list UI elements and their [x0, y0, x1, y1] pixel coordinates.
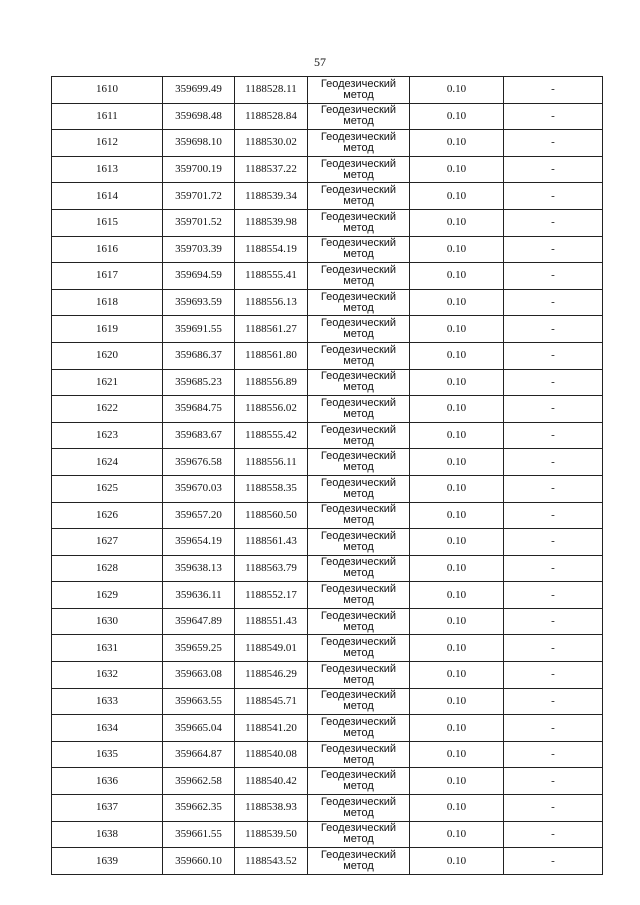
- table-row: [52, 768, 603, 795]
- x-coordinate-cell: 359686.37: [163, 342, 235, 369]
- y-coordinate-cell: 1188561.80: [235, 342, 308, 369]
- note-cell: -: [504, 77, 603, 104]
- method-line-1: Геодезический: [320, 742, 397, 755]
- table-row: [52, 715, 603, 742]
- table-row: [52, 608, 603, 635]
- x-coordinate-cell: 359660.10: [163, 848, 235, 875]
- point-number-cell: 1618: [52, 289, 163, 316]
- y-coordinate-cell: 1188556.02: [235, 396, 308, 423]
- table-row: [52, 342, 603, 369]
- method-line-1: Геодезический: [320, 184, 397, 197]
- table-row: [52, 662, 603, 689]
- point-number-cell: 1637: [52, 795, 163, 822]
- method-cell: [308, 635, 410, 662]
- point-number-cell: 1632: [52, 662, 163, 689]
- method-line-2: метод: [343, 594, 374, 607]
- y-coordinate-cell: 1188528.11: [235, 77, 308, 104]
- accuracy-cell: 0.10: [410, 396, 504, 423]
- point-number-cell: 1639: [52, 848, 163, 875]
- note-cell: -: [504, 396, 603, 423]
- y-coordinate-cell: 1188545.71: [235, 688, 308, 715]
- y-coordinate-cell: 1188541.20: [235, 715, 308, 742]
- accuracy-cell: 0.10: [410, 183, 504, 210]
- x-coordinate-cell: 359683.67: [163, 422, 235, 449]
- point-number-cell: 1631: [52, 635, 163, 662]
- table-row: [52, 236, 603, 263]
- method-cell: [308, 289, 410, 316]
- page-number: 57: [314, 55, 326, 69]
- x-coordinate-cell: 359698.10: [163, 130, 235, 157]
- method-cell: [308, 795, 410, 822]
- note-cell: -: [504, 449, 603, 476]
- table-row: [52, 795, 603, 822]
- method-cell: [308, 715, 410, 742]
- point-number-cell: 1638: [52, 821, 163, 848]
- method-line-1: Геодезический: [320, 689, 397, 702]
- table-row: [52, 130, 603, 157]
- y-coordinate-cell: 1188539.50: [235, 821, 308, 848]
- method-line-1: Геодезический: [320, 795, 397, 808]
- method-line-2: метод: [343, 434, 374, 447]
- point-number-cell: 1628: [52, 555, 163, 582]
- table-row: [52, 183, 603, 210]
- method-line-2: метод: [343, 673, 374, 686]
- table-row: [52, 396, 603, 423]
- accuracy-cell: 0.10: [410, 662, 504, 689]
- accuracy-cell: 0.10: [410, 529, 504, 556]
- method-line-1: Геодезический: [320, 529, 397, 542]
- method-line-1: Геодезический: [320, 370, 397, 383]
- x-coordinate-cell: 359664.87: [163, 741, 235, 768]
- y-coordinate-cell: 1188555.41: [235, 263, 308, 290]
- method-cell: [308, 688, 410, 715]
- note-cell: -: [504, 369, 603, 396]
- method-cell: [308, 156, 410, 183]
- accuracy-cell: 0.10: [410, 555, 504, 582]
- point-number-cell: 1613: [52, 156, 163, 183]
- point-number-cell: 1614: [52, 183, 163, 210]
- note-cell: -: [504, 848, 603, 875]
- y-coordinate-cell: 1188551.43: [235, 608, 308, 635]
- method-line-1: Геодезический: [320, 662, 397, 675]
- method-line-2: метод: [343, 328, 374, 341]
- method-line-2: метод: [343, 753, 374, 766]
- table-row: [52, 316, 603, 343]
- method-line-1: Геодезический: [320, 583, 397, 596]
- note-cell: -: [504, 821, 603, 848]
- x-coordinate-cell: 359701.72: [163, 183, 235, 210]
- method-cell: [308, 741, 410, 768]
- point-number-cell: 1612: [52, 130, 163, 157]
- accuracy-cell: 0.10: [410, 741, 504, 768]
- method-line-2: метод: [343, 647, 374, 660]
- accuracy-cell: 0.10: [410, 263, 504, 290]
- y-coordinate-cell: 1188556.13: [235, 289, 308, 316]
- x-coordinate-cell: 359662.35: [163, 795, 235, 822]
- point-number-cell: 1619: [52, 316, 163, 343]
- point-number-cell: 1623: [52, 422, 163, 449]
- method-cell: [308, 422, 410, 449]
- table-row: [52, 555, 603, 582]
- y-coordinate-cell: 1188563.79: [235, 555, 308, 582]
- method-line-1: Геодезический: [320, 503, 397, 516]
- y-coordinate-cell: 1188537.22: [235, 156, 308, 183]
- method-line-2: метод: [343, 860, 374, 873]
- method-line-1: Геодезический: [320, 636, 397, 649]
- note-cell: -: [504, 342, 603, 369]
- method-line-2: метод: [343, 727, 374, 740]
- note-cell: -: [504, 183, 603, 210]
- note-cell: -: [504, 422, 603, 449]
- accuracy-cell: 0.10: [410, 688, 504, 715]
- note-cell: -: [504, 103, 603, 130]
- method-line-1: Геодезический: [320, 317, 397, 330]
- accuracy-cell: 0.10: [410, 795, 504, 822]
- method-line-2: метод: [343, 780, 374, 793]
- accuracy-cell: 0.10: [410, 156, 504, 183]
- method-line-1: Геодезический: [320, 849, 397, 862]
- accuracy-cell: 0.10: [410, 582, 504, 609]
- y-coordinate-cell: 1188552.17: [235, 582, 308, 609]
- y-coordinate-cell: 1188539.34: [235, 183, 308, 210]
- note-cell: -: [504, 741, 603, 768]
- method-line-1: Геодезический: [320, 396, 397, 409]
- x-coordinate-cell: 359693.59: [163, 289, 235, 316]
- table-row: [52, 635, 603, 662]
- point-number-cell: 1617: [52, 263, 163, 290]
- point-number-cell: 1635: [52, 741, 163, 768]
- point-number-cell: 1622: [52, 396, 163, 423]
- x-coordinate-cell: 359701.52: [163, 209, 235, 236]
- accuracy-cell: 0.10: [410, 635, 504, 662]
- method-line-2: метод: [343, 806, 374, 819]
- method-cell: [308, 502, 410, 529]
- method-line-2: метод: [343, 115, 374, 128]
- point-number-cell: 1620: [52, 342, 163, 369]
- x-coordinate-cell: 359700.19: [163, 156, 235, 183]
- point-number-cell: 1629: [52, 582, 163, 609]
- x-coordinate-cell: 359657.20: [163, 502, 235, 529]
- accuracy-cell: 0.10: [410, 289, 504, 316]
- accuracy-cell: 0.10: [410, 608, 504, 635]
- x-coordinate-cell: 359663.08: [163, 662, 235, 689]
- method-line-1: Геодезический: [320, 423, 397, 436]
- point-number-cell: 1627: [52, 529, 163, 556]
- point-number-cell: 1610: [52, 77, 163, 104]
- method-line-2: метод: [343, 168, 374, 181]
- x-coordinate-cell: 359636.11: [163, 582, 235, 609]
- note-cell: -: [504, 582, 603, 609]
- accuracy-cell: 0.10: [410, 369, 504, 396]
- method-cell: [308, 77, 410, 104]
- method-line-1: Геодезический: [320, 450, 397, 463]
- table-row: [52, 422, 603, 449]
- table-row: [52, 848, 603, 875]
- point-number-cell: 1626: [52, 502, 163, 529]
- method-line-2: метод: [343, 700, 374, 713]
- method-line-1: Геодезический: [320, 769, 397, 782]
- method-line-2: метод: [343, 274, 374, 287]
- accuracy-cell: 0.10: [410, 422, 504, 449]
- method-line-1: Геодезический: [320, 130, 397, 143]
- method-cell: [308, 396, 410, 423]
- x-coordinate-cell: 359694.59: [163, 263, 235, 290]
- y-coordinate-cell: 1188555.42: [235, 422, 308, 449]
- method-cell: [308, 555, 410, 582]
- y-coordinate-cell: 1188538.93: [235, 795, 308, 822]
- point-number-cell: 1633: [52, 688, 163, 715]
- method-line-1: Геодезический: [320, 822, 397, 835]
- note-cell: -: [504, 635, 603, 662]
- note-cell: -: [504, 502, 603, 529]
- x-coordinate-cell: 359699.49: [163, 77, 235, 104]
- accuracy-cell: 0.10: [410, 130, 504, 157]
- y-coordinate-cell: 1188560.50: [235, 502, 308, 529]
- point-number-cell: 1630: [52, 608, 163, 635]
- y-coordinate-cell: 1188540.42: [235, 768, 308, 795]
- y-coordinate-cell: 1188549.01: [235, 635, 308, 662]
- table-row: [52, 263, 603, 290]
- method-cell: [308, 475, 410, 502]
- note-cell: -: [504, 688, 603, 715]
- accuracy-cell: 0.10: [410, 449, 504, 476]
- coordinates-table-body: [52, 77, 603, 875]
- accuracy-cell: 0.10: [410, 502, 504, 529]
- x-coordinate-cell: 359685.23: [163, 369, 235, 396]
- table-row: [52, 289, 603, 316]
- accuracy-cell: 0.10: [410, 848, 504, 875]
- method-line-1: Геодезический: [320, 343, 397, 356]
- y-coordinate-cell: 1188558.35: [235, 475, 308, 502]
- method-line-2: метод: [343, 301, 374, 314]
- x-coordinate-cell: 359654.19: [163, 529, 235, 556]
- table-row: [52, 821, 603, 848]
- method-line-2: метод: [343, 620, 374, 633]
- method-cell: [308, 342, 410, 369]
- method-line-2: метод: [343, 514, 374, 527]
- note-cell: -: [504, 662, 603, 689]
- y-coordinate-cell: 1188546.29: [235, 662, 308, 689]
- method-line-1: Геодезический: [320, 237, 397, 250]
- y-coordinate-cell: 1188554.19: [235, 236, 308, 263]
- method-cell: [308, 529, 410, 556]
- y-coordinate-cell: 1188561.27: [235, 316, 308, 343]
- table-row: [52, 449, 603, 476]
- note-cell: -: [504, 209, 603, 236]
- x-coordinate-cell: 359698.48: [163, 103, 235, 130]
- table-row: [52, 103, 603, 130]
- point-number-cell: 1636: [52, 768, 163, 795]
- y-coordinate-cell: 1188556.11: [235, 449, 308, 476]
- table-row: [52, 475, 603, 502]
- method-line-1: Геодезический: [320, 716, 397, 729]
- table-row: [52, 369, 603, 396]
- method-line-2: метод: [343, 248, 374, 261]
- method-line-1: Геодезический: [320, 556, 397, 569]
- accuracy-cell: 0.10: [410, 209, 504, 236]
- method-line-1: Геодезический: [320, 77, 397, 90]
- method-cell: [308, 263, 410, 290]
- method-line-1: Геодезический: [320, 476, 397, 489]
- x-coordinate-cell: 359665.04: [163, 715, 235, 742]
- method-cell: [308, 768, 410, 795]
- point-number-cell: 1611: [52, 103, 163, 130]
- note-cell: -: [504, 768, 603, 795]
- accuracy-cell: 0.10: [410, 475, 504, 502]
- note-cell: -: [504, 263, 603, 290]
- note-cell: -: [504, 289, 603, 316]
- method-cell: [308, 608, 410, 635]
- method-line-2: метод: [343, 833, 374, 846]
- method-line-2: метод: [343, 354, 374, 367]
- x-coordinate-cell: 359638.13: [163, 555, 235, 582]
- method-line-2: метод: [343, 88, 374, 101]
- method-line-2: метод: [343, 195, 374, 208]
- table-row: [52, 209, 603, 236]
- method-line-2: метод: [343, 540, 374, 553]
- method-cell: [308, 183, 410, 210]
- x-coordinate-cell: 359676.58: [163, 449, 235, 476]
- x-coordinate-cell: 359691.55: [163, 316, 235, 343]
- y-coordinate-cell: 1188528.84: [235, 103, 308, 130]
- accuracy-cell: 0.10: [410, 236, 504, 263]
- x-coordinate-cell: 359703.39: [163, 236, 235, 263]
- method-cell: [308, 582, 410, 609]
- x-coordinate-cell: 359684.75: [163, 396, 235, 423]
- accuracy-cell: 0.10: [410, 103, 504, 130]
- y-coordinate-cell: 1188561.43: [235, 529, 308, 556]
- note-cell: -: [504, 130, 603, 157]
- x-coordinate-cell: 359670.03: [163, 475, 235, 502]
- y-coordinate-cell: 1188530.02: [235, 130, 308, 157]
- x-coordinate-cell: 359659.25: [163, 635, 235, 662]
- note-cell: -: [504, 529, 603, 556]
- accuracy-cell: 0.10: [410, 342, 504, 369]
- point-number-cell: 1624: [52, 449, 163, 476]
- method-cell: [308, 316, 410, 343]
- x-coordinate-cell: 359661.55: [163, 821, 235, 848]
- method-line-2: метод: [343, 461, 374, 474]
- method-cell: [308, 103, 410, 130]
- method-line-1: Геодезический: [320, 157, 397, 170]
- accuracy-cell: 0.10: [410, 821, 504, 848]
- method-line-1: Геодезический: [320, 290, 397, 303]
- x-coordinate-cell: 359662.58: [163, 768, 235, 795]
- method-line-2: метод: [343, 381, 374, 394]
- y-coordinate-cell: 1188540.08: [235, 741, 308, 768]
- note-cell: -: [504, 236, 603, 263]
- point-number-cell: 1634: [52, 715, 163, 742]
- accuracy-cell: 0.10: [410, 768, 504, 795]
- method-line-2: метод: [343, 407, 374, 420]
- table-row: [52, 688, 603, 715]
- table-row: [52, 529, 603, 556]
- point-number-cell: 1616: [52, 236, 163, 263]
- y-coordinate-cell: 1188556.89: [235, 369, 308, 396]
- method-cell: [308, 369, 410, 396]
- table-row: [52, 502, 603, 529]
- method-cell: [308, 449, 410, 476]
- point-number-cell: 1615: [52, 209, 163, 236]
- accuracy-cell: 0.10: [410, 77, 504, 104]
- table-row: [52, 77, 603, 104]
- x-coordinate-cell: 359647.89: [163, 608, 235, 635]
- method-cell: [308, 130, 410, 157]
- note-cell: -: [504, 475, 603, 502]
- method-line-2: метод: [343, 141, 374, 154]
- table-row: [52, 741, 603, 768]
- method-line-2: метод: [343, 221, 374, 234]
- note-cell: -: [504, 156, 603, 183]
- method-cell: [308, 662, 410, 689]
- method-cell: [308, 848, 410, 875]
- y-coordinate-cell: 1188543.52: [235, 848, 308, 875]
- method-line-1: Геодезический: [320, 104, 397, 117]
- method-line-2: метод: [343, 487, 374, 500]
- accuracy-cell: 0.10: [410, 316, 504, 343]
- note-cell: -: [504, 608, 603, 635]
- method-line-2: метод: [343, 567, 374, 580]
- note-cell: -: [504, 316, 603, 343]
- note-cell: -: [504, 555, 603, 582]
- accuracy-cell: 0.10: [410, 715, 504, 742]
- method-cell: [308, 209, 410, 236]
- x-coordinate-cell: 359663.55: [163, 688, 235, 715]
- method-line-1: Геодезический: [320, 609, 397, 622]
- point-number-cell: 1621: [52, 369, 163, 396]
- note-cell: -: [504, 795, 603, 822]
- y-coordinate-cell: 1188539.98: [235, 209, 308, 236]
- method-line-1: Геодезический: [320, 263, 397, 276]
- method-cell: [308, 821, 410, 848]
- method-line-1: Геодезический: [320, 210, 397, 223]
- method-cell: [308, 236, 410, 263]
- point-number-cell: 1625: [52, 475, 163, 502]
- note-cell: -: [504, 715, 603, 742]
- coordinates-table: [51, 76, 603, 875]
- table-row: [52, 582, 603, 609]
- table-row: [52, 156, 603, 183]
